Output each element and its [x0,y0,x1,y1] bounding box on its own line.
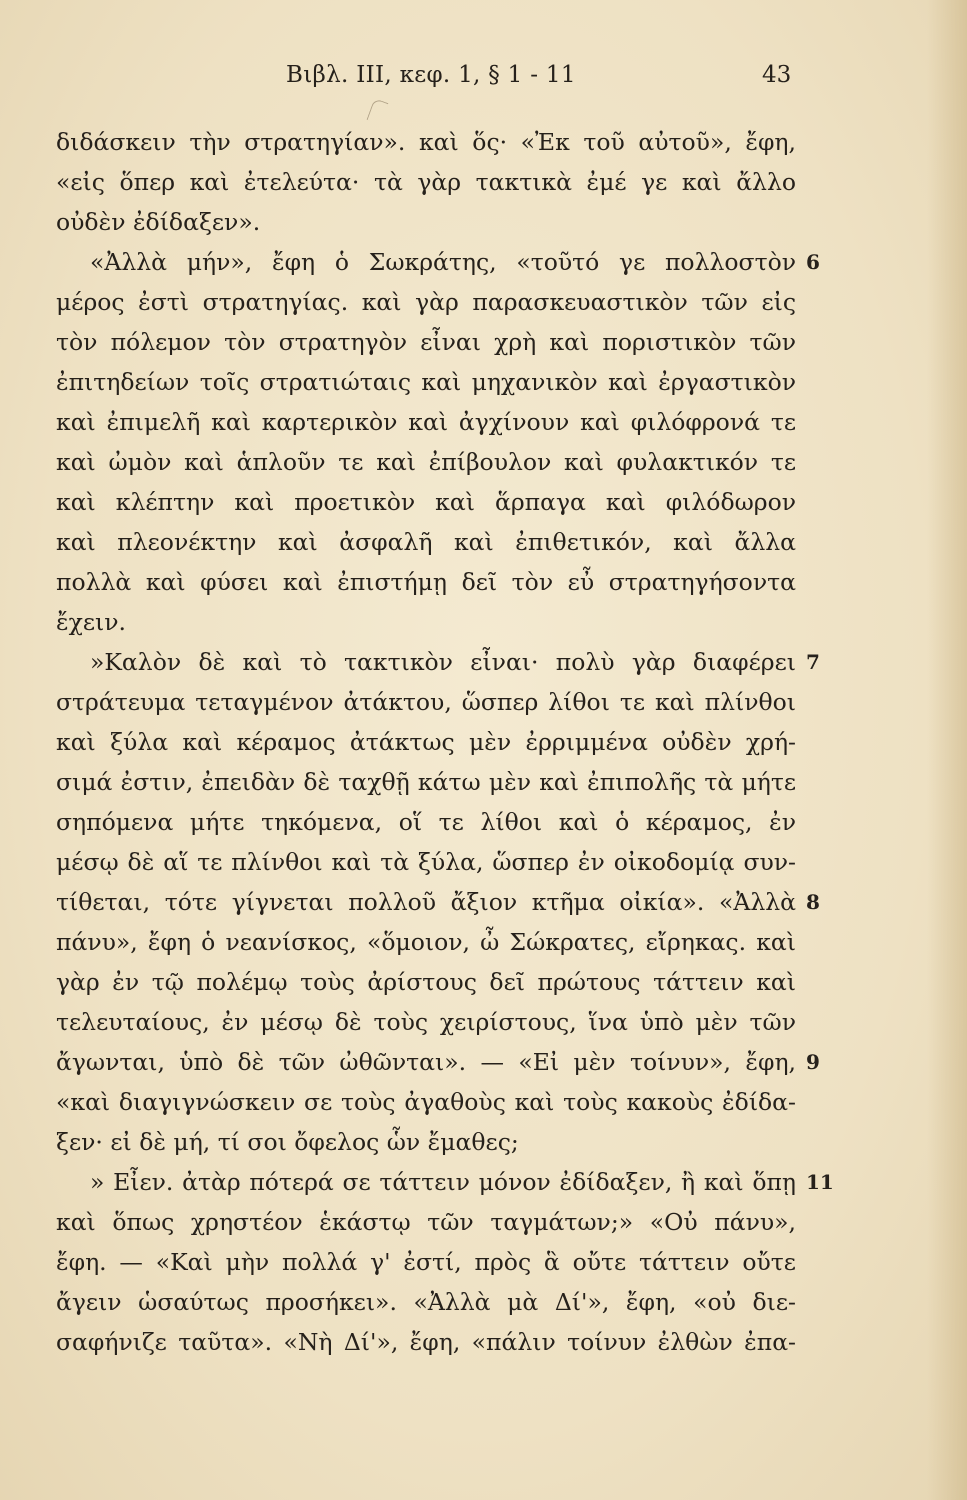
line-text: καὶ ὅπως χρηστέον ἑκάστῳ τῶν ταγμάτων;» «Οὐ πάνυ», [56,1208,796,1236]
line-text: σιμά ἐστιν, ἐπειδὰν δὲ ταχθῇ κάτω μὲν καὶ ἐπιπολῆς τὰ μήτε [56,768,796,796]
text-line-21 [56,922,796,962]
text-line-27 [56,1162,834,1202]
section-number: 8 [806,890,820,914]
line-text: ἔφη. — «Καὶ μὴν πολλά γ' ἐστί, πρὸς ἃ οὔτε τάττειν οὔτε [56,1248,796,1276]
text-line-29 [56,1242,796,1282]
line-text: σηπόμενα μήτε τηκόμενα, οἵ τε λίθοι καὶ ὁ κέραμος, ἐν [56,808,796,836]
line-text: ἄγειν ὡσαύτως προσήκει». «Ἀλλὰ μὰ Δί'», ἔφη, «οὐ διε- [56,1288,796,1316]
text-line-30 [56,1282,796,1322]
text-line-25 [56,1082,796,1122]
line-text: καὶ ἐπιμελῆ καὶ καρτερικὸν καὶ ἀγχίνουν καὶ φιλόφρονά τε [56,408,796,436]
text-line-22 [56,962,796,1002]
text-line-6 [56,322,796,362]
text-line-31 [56,1322,796,1362]
line-text: τίθεται, τότε γίγνεται πολλοῦ ἄξιον κτῆμα οἰκία». «Ἀλλὰ [56,888,796,916]
line-text: τελευταίους, ἐν μέσῳ δὲ τοὺς χειρίστους, ἵνα ὑπὸ μὲν τῶν [56,1008,796,1036]
text-line-23 [56,1002,796,1042]
text-line-2 [56,162,796,202]
line-text: γὰρ ἐν τῷ πολέμῳ τοὺς ἀρίστους δεῖ πρώτους τάττειν καὶ [56,968,796,996]
line-text: πάνυ», ἔφη ὁ νεανίσκος, «ὅμοιον, ὦ Σώκρατες, εἴρηκας. καὶ [56,928,796,956]
text-line-15 [56,682,796,722]
line-text: ξεν· εἰ δὲ μή, τί σοι ὄφελος ὧν ἔμαθες; [56,1128,519,1156]
ink-speck [367,98,389,125]
text-line-7 [56,362,796,402]
text-line-14 [56,642,820,682]
text-line-11 [56,522,796,562]
text-line-9 [56,442,796,482]
line-text: ἄγωνται, ὑπὸ δὲ τῶν ὠθῶνται». — «Εἰ μὲν τοίνυν», ἔφη, [56,1048,796,1076]
text-line-17 [56,762,796,802]
text-line-10 [56,482,796,522]
line-text: «εἰς ὅπερ καὶ ἐτελεύτα· τὰ γὰρ τακτικὰ ἐμέ γε καὶ ἄλλο [56,168,796,196]
line-text: καὶ ξύλα καὶ κέραμος ἀτάκτως μὲν ἐρριμμένα οὐδὲν χρή- [56,728,796,756]
section-number: 6 [806,250,820,274]
text-line-3 [56,202,796,242]
running-head: Βιβλ. III, κεφ. 1, § 1 - 11 [286,62,576,88]
text-line-8 [56,402,796,442]
text-line-28 [56,1202,796,1242]
section-number: 7 [806,650,820,674]
text-line-5 [56,282,796,322]
line-text: »Καλὸν δὲ καὶ τὸ τακτικὸν εἶναι· πολὺ γὰρ διαφέρει [90,648,796,676]
line-text: τὸν πόλεμον τὸν στρατηγὸν εἶναι χρὴ καὶ ποριστικὸν τῶν [56,328,796,356]
line-text: ἔχειν. [56,608,126,636]
text-line-4 [56,242,820,282]
text-line-12 [56,562,796,602]
line-text: οὐδὲν ἐδίδαξεν». [56,208,261,236]
line-text: μέρος ἐστὶ στρατηγίας. καὶ γὰρ παρασκευαστικὸν τῶν εἰς [56,288,796,316]
line-text: καὶ πλεονέκτην καὶ ἀσφαλῆ καὶ ἐπιθετικόν, καὶ ἄλλα [56,528,796,556]
body-text [56,122,856,1362]
text-line-1 [56,122,796,162]
line-text: σαφήνιζε ταῦτα». «Νὴ Δί'», ἔφη, «πάλιν τοίνυν ἐλθὼν ἐπα- [56,1328,796,1356]
line-text: στράτευμα τεταγμένον ἀτάκτου, ὥσπερ λίθοι τε καὶ πλίνθοι [56,688,796,716]
section-number: 9 [806,1050,820,1074]
section-number: 11 [806,1170,834,1194]
line-text: διδάσκειν τὴν στρατηγίαν». καὶ ὅς· «Ἐκ τοῦ αὐτοῦ», ἔφη, [56,128,796,156]
line-text: μέσῳ δὲ αἵ τε πλίνθοι καὶ τὰ ξύλα, ὥσπερ ἐν οἰκοδομίᾳ συν- [56,848,796,876]
text-line-19 [56,842,796,882]
line-text: «Ἀλλὰ μήν», ἔφη ὁ Σωκράτης, «τοῦτό γε πολλοστὸν [90,248,796,276]
line-text: » Εἶεν. ἀτὰρ πότερά σε τάττειν μόνον ἐδίδαξεν, ἢ καὶ ὅπῃ [90,1168,796,1196]
line-text: πολλὰ καὶ φύσει καὶ ἐπιστήμῃ δεῖ τὸν εὖ στρατηγήσοντα [56,568,796,596]
text-line-18 [56,802,796,842]
page-header [0,62,967,102]
text-line-26 [56,1122,796,1162]
line-text: ἐπιτηδείων τοῖς στρατιώταις καὶ μηχανικὸν καὶ ἐργαστικὸν [56,368,796,396]
line-text: «καὶ διαγιγνώσκειν σε τοὺς ἀγαθοὺς καὶ τοὺς κακοὺς ἐδίδα- [56,1088,796,1116]
text-line-13 [56,602,796,642]
line-text: καὶ κλέπτην καὶ προετικὸν καὶ ἅρπαγα καὶ φιλόδωρον [56,488,796,516]
text-line-16 [56,722,796,762]
page-number: 43 [762,62,792,88]
line-text: καὶ ὠμὸν καὶ ἁπλοῦν τε καὶ ἐπίβουλον καὶ φυλακτικόν τε [56,448,796,476]
text-line-20 [56,882,820,922]
text-line-24 [56,1042,820,1082]
